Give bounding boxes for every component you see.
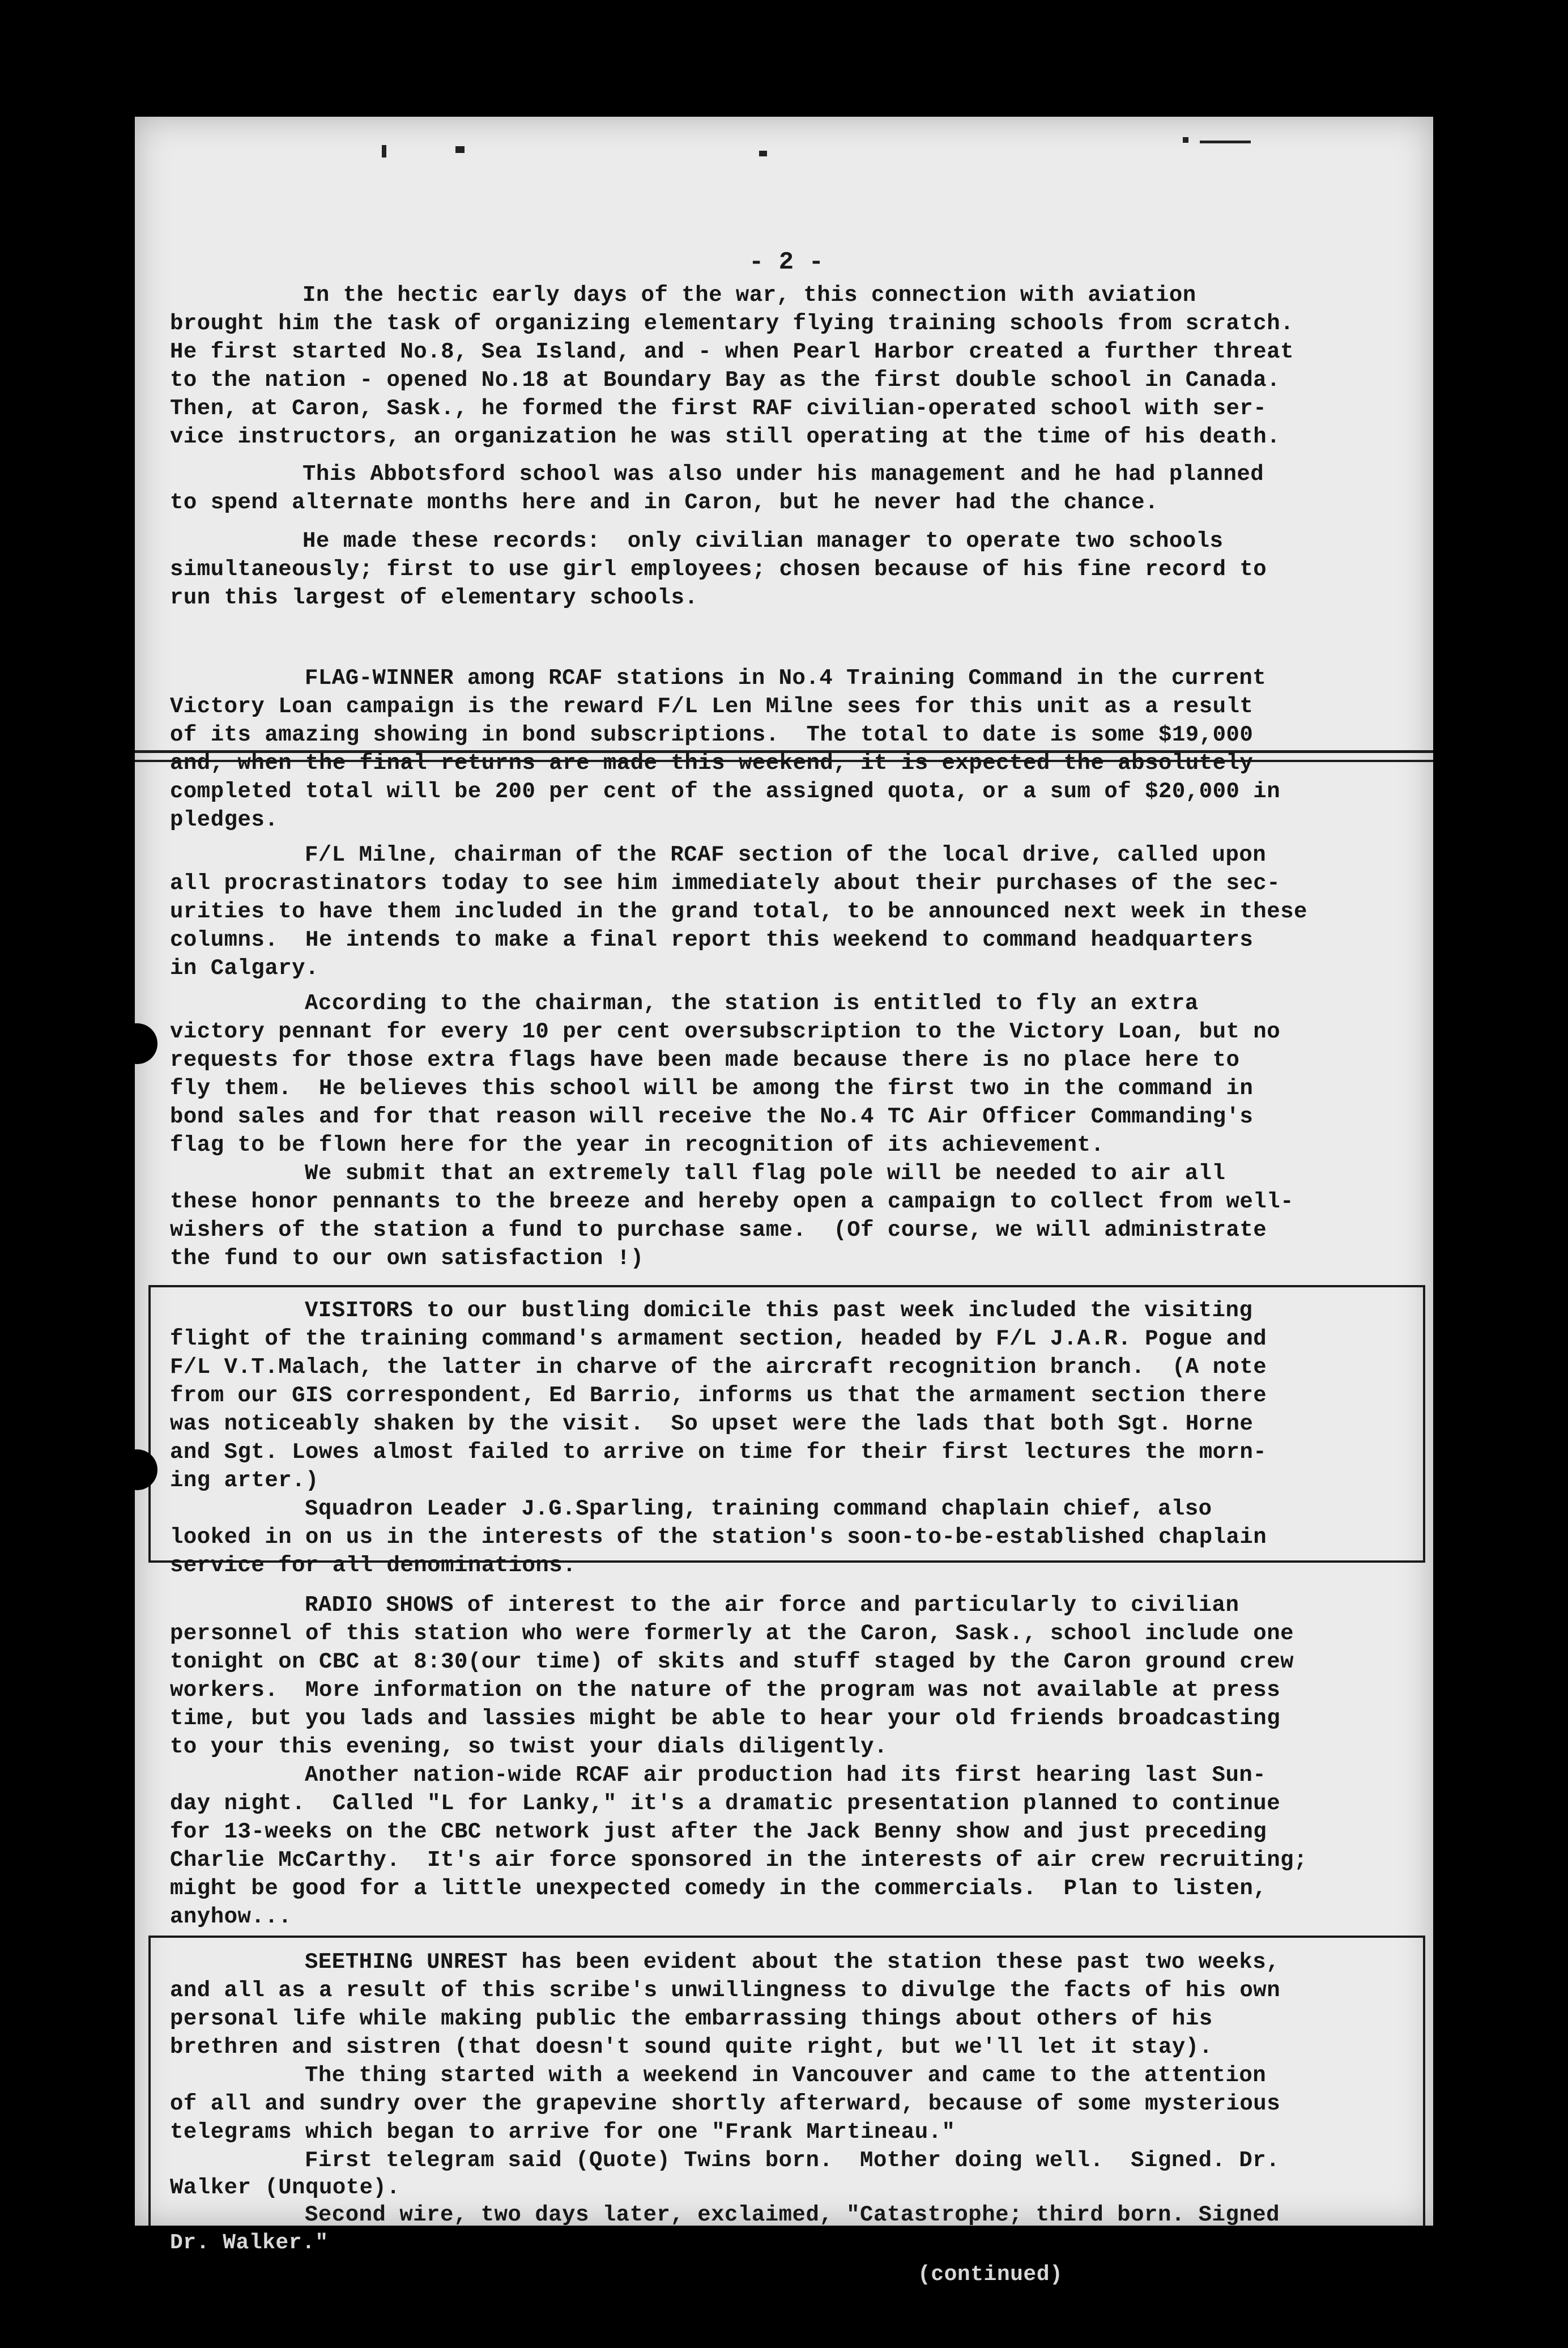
second-wire-continuation: Dr. Walker." [170, 2231, 329, 2255]
top-edge-marks [135, 117, 1433, 196]
document-page: - 2 - In the hectic early days of the war, this connection with aviation brought him the task of organizing elementary flying training schools from scratch. He first started No.8, Sea Island, and - when Pearl Harbor created a further threat to the nation - opened No.18 at Boundary Bay as the first double school in Canada. Then, at Caron, Sask., he formed the first RAF civilian-operated school with ser- vice instructors, an organization he was still operating at the time of his death. This Abbotsford school was also under his management and he had planned to spend alternate months here and in Caron, but he never had the chance. He made these records: only civilian manager to operate two schools simultaneously; first to use girl employees; chosen because of his fine record to run this largest of elementary schools. FLAG-WINNER among RCAF stations in No.4 Training Command in the current Victory Loan campaign is the reward F/L Len Milne sees for this unit as a result of its amazing showing in bond subscriptions. The total to date is some $19,000 and, when the final returns are made this weekend, it is expected the absolutely completed total will be 200 per cent of the assigned quota, or a sum of $20,000 in pledges. F/L Milne, chairman of the RCAF section of the local drive, called upon all procrastinators today to see him immediately about their purchases of the sec- urities to have them included in the grand total, to be announced next week in these columns. He intends to make a final report this weekend to command headquarters in Calgary. According to the chairman, the station is entitled to fly an extra victory pennant for every 10 per cent oversubscription to the Victory Loan, but no requests for those extra flags have been made because there is no place here to fly them. He believes this school will be among the first two in the command in bond sales and for that reason will receive the No.4 TC Air Officer Commanding's flag to be flown here for the year in recognition of its achievement. We submit that an extremely tall flag pole will be needed to air all these honor pennants to the breeze and hereby open a campaign to collect from well- wishers of the station a fund to purchase same. (Of course, we will administrate the fund to our own satisfaction !) VISITORS to our bustling domicile this past week included the visiting flight of the training command's armament section, headed by F/L J.A.R. Pogue and F/L V.T.Malach, the latter in charve of the aircraft recognition branch. (A note from our GIS correspondent, Ed Barrio, informs us that the armament section there was noticeably shaken by the visit. So upset were the lads that both Sgt. Horne and Sgt. Lowes almost failed to arrive on time for their first lectures the morn- ing arter.) Squadron Leader J.G.Sparling, training command chaplain chief, also looked in on us in the interests of the station's soon-to-be-established chaplain service for all denominations. RADIO SHOWS of interest to the air force and particularly to civilian personnel of this station who were formerly at the Caron, Sask., school include one tonight on CBC at 8:30(our time) of skits and stuff staged by the Caron ground crew workers. More information on the nature of the program was not available at press time, but you lads and lassies might be able to hear your old friends broadcasting to your this evening, so twist your dials diligently. Another nation-wide RCAF air production had its first hearing last Sun- day night. Called "L for Lanky," it's a dramatic presentation planned to continue for 13-weeks on the CBC network just after the Jack Benny show and just preceding Charlie McCarthy. It's air force sponsored in the interests of air crew recruiting; might be good for a little unexpected comedy in the commercials. Plan to listen, anyhow... SEETHING UNREST has been evident about the station these past two weeks, and all as a result of this scribe's unwillingness to divulge the facts of his own personal life while making public the embarrassing things about others of his brethren and sistren (that doesn't sound quite right, but we'll let it stay). The thing started with a weekend in Vancouver and came to the attention of all and sundry over the grapevine shortly afterward, because of some mysterious telegrams which began to arrive for one "Frank Martineau." First telegram said (Quote) Twins born. Mother doing well. Signed. Dr. Walker (Unquote). Second wire, two days later, exclaimed, "Catastrophe; third born. Signed [135, 117, 1433, 2226]
punch-hole-lower [117, 1449, 157, 1490]
page-number: - 2 - [748, 248, 824, 277]
punch-hole-upper [117, 1023, 157, 1064]
continued-label: (continued) [918, 2262, 1063, 2287]
